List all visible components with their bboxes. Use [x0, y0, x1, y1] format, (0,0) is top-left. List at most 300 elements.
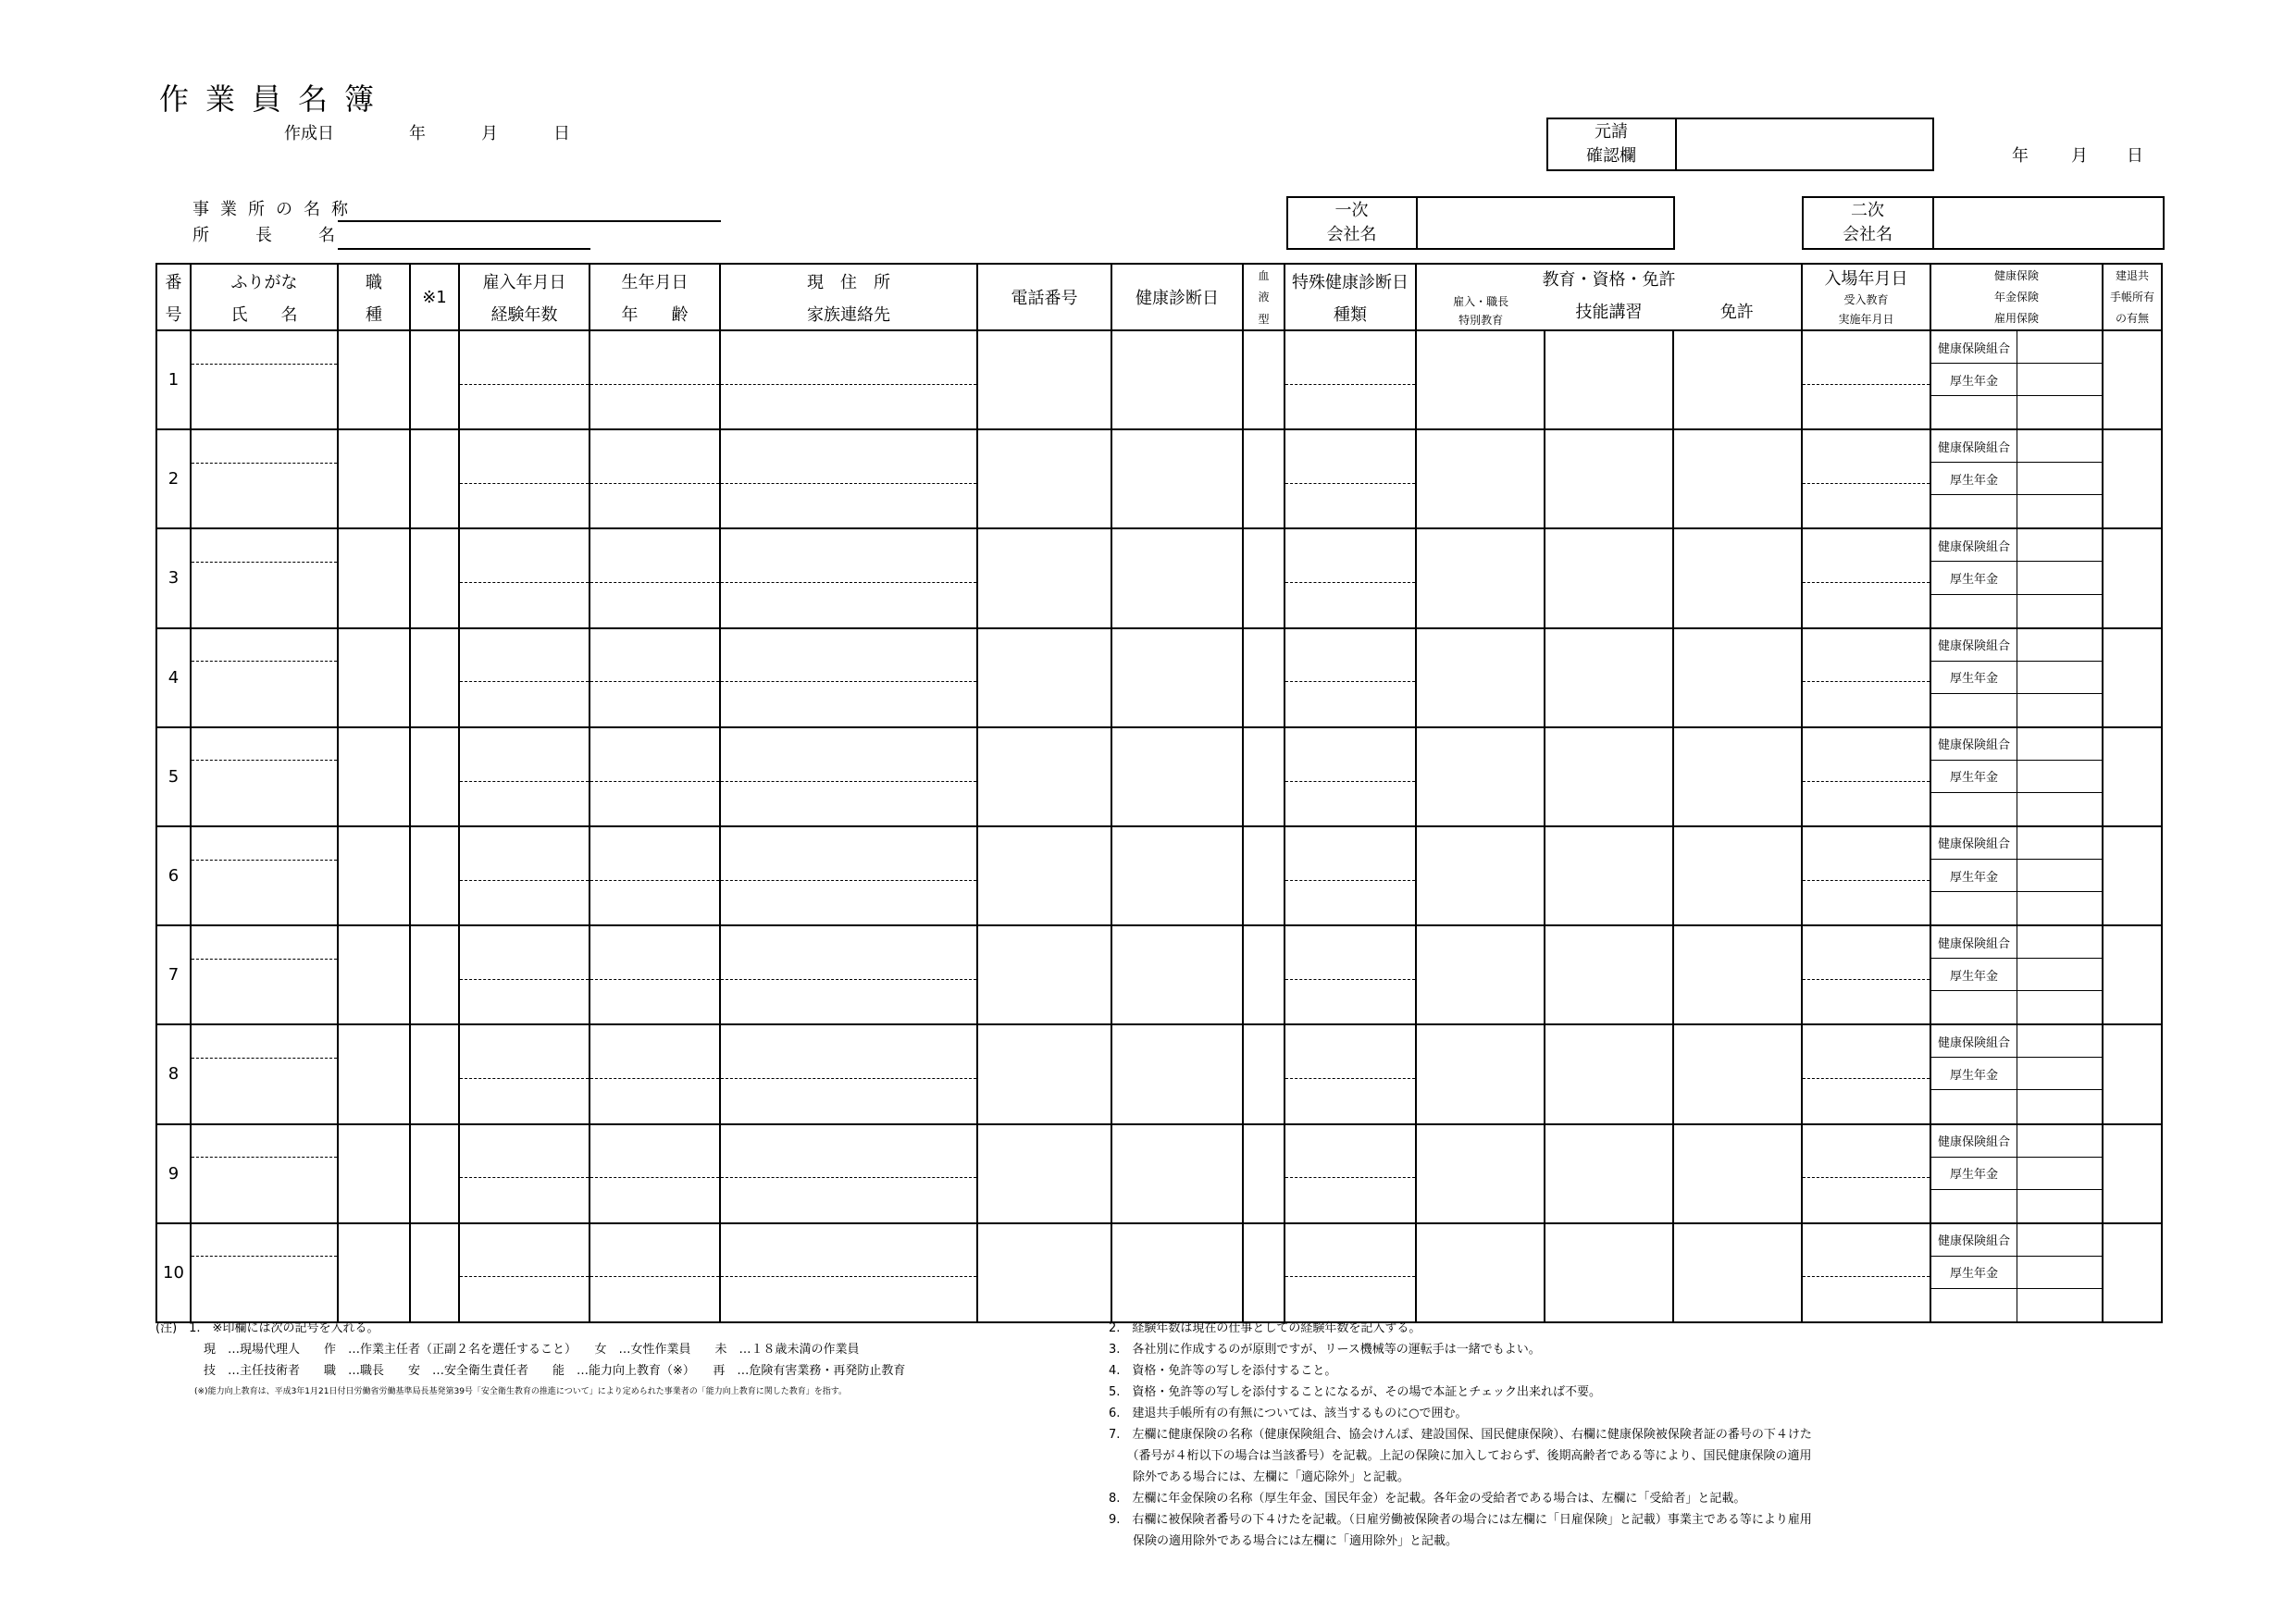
roster-cell-inner [460, 629, 589, 726]
roster-cell[interactable] [1416, 628, 1545, 727]
employment-insurance-label[interactable] [1931, 396, 2017, 428]
roster-cell[interactable] [191, 1223, 338, 1322]
roster-cell[interactable] [410, 528, 459, 627]
pension-label: 厚生年金 [1931, 860, 2017, 892]
insurance-cell[interactable] [1930, 826, 2103, 925]
roster-cell[interactable] [720, 628, 977, 727]
employment-insurance-number[interactable] [2017, 694, 2102, 726]
dotted-divider [192, 463, 337, 464]
roster-cell[interactable] [1802, 1024, 1930, 1123]
employment-insurance-label[interactable] [1931, 892, 2017, 924]
roster-cell[interactable] [338, 925, 410, 1024]
header-hire-date: 雇入年月日 [482, 272, 566, 292]
roster-cell[interactable] [720, 1223, 977, 1322]
dotted-divider [590, 781, 719, 782]
row-number: 10 [156, 1223, 191, 1322]
insurance-cell[interactable] [1930, 1124, 2103, 1223]
dotted-divider [460, 1177, 589, 1178]
roster-cell[interactable] [1545, 330, 1673, 429]
dotted-divider [1803, 681, 1930, 682]
health-insurance-number[interactable] [2017, 529, 2102, 562]
table-row [156, 429, 2162, 528]
office-name-field[interactable] [338, 196, 721, 222]
roster-cell[interactable] [977, 1124, 1111, 1223]
roster-cell[interactable] [338, 727, 410, 826]
roster-cell[interactable] [2103, 429, 2162, 528]
director-label-2: 長 [255, 226, 272, 245]
header-mark: ※1 [410, 264, 459, 330]
roster-cell-inner [460, 1224, 589, 1321]
roster-cell-inner [1803, 1025, 1930, 1122]
dotted-divider [460, 880, 589, 881]
roster-cell[interactable] [410, 1124, 459, 1223]
roster-cell[interactable] [1111, 628, 1243, 727]
dotted-divider [721, 1276, 976, 1277]
roster-cell[interactable] [191, 727, 338, 826]
health-insurance-number[interactable] [2017, 331, 2102, 364]
roster-cell[interactable] [338, 628, 410, 727]
roster-cell[interactable] [338, 528, 410, 627]
roster-cell[interactable] [1111, 1223, 1243, 1322]
header-job [338, 264, 410, 330]
dotted-divider [590, 681, 719, 682]
roster-cell[interactable] [1802, 925, 1930, 1024]
health-insurance-number[interactable] [2017, 728, 2102, 761]
employment-insurance-number[interactable] [2017, 396, 2102, 428]
dotted-divider [721, 681, 976, 682]
roster-cell[interactable] [1285, 826, 1416, 925]
roster-cell[interactable] [1545, 727, 1673, 826]
roster-cell-inner [192, 728, 337, 825]
roster-cell[interactable] [1285, 1024, 1416, 1123]
roster-cell[interactable] [410, 1223, 459, 1322]
roster-cell[interactable] [1802, 727, 1930, 826]
health-insurance-number[interactable] [2017, 1224, 2102, 1257]
secondary-company-label-2: 会社名 [1843, 225, 1893, 244]
insurance-cell[interactable] [1930, 429, 2103, 528]
roster-cell[interactable] [590, 1024, 720, 1123]
header-entry-date: 入場年月日 [1824, 268, 1908, 289]
roster-cell-inner [1803, 529, 1930, 626]
roster-cell[interactable] [1545, 925, 1673, 1024]
dotted-divider [1803, 384, 1930, 385]
roster-cell[interactable] [459, 330, 590, 429]
dotted-divider [460, 483, 589, 484]
roster-cell[interactable] [1802, 528, 1930, 627]
pension-number[interactable] [2017, 1158, 2102, 1190]
header-entry [1802, 264, 1930, 330]
roster-cell[interactable] [1545, 1223, 1673, 1322]
roster-cell[interactable] [1673, 1124, 1802, 1223]
roster-cell[interactable] [1243, 628, 1285, 727]
roster-cell[interactable] [1243, 727, 1285, 826]
roster-cell-inner [721, 529, 976, 626]
roster-cell[interactable] [1111, 1024, 1243, 1123]
header-hire [459, 264, 590, 330]
roster-cell[interactable] [1111, 1124, 1243, 1223]
roster-cell[interactable] [1545, 628, 1673, 727]
roster-cell[interactable] [459, 528, 590, 627]
roster-cell[interactable] [459, 826, 590, 925]
roster-cell[interactable] [1673, 330, 1802, 429]
health-insurance-number[interactable] [2017, 629, 2102, 662]
health-insurance-label: 健康保険組合 [1931, 529, 2017, 562]
roster-cell[interactable] [720, 925, 977, 1024]
secondary-company-field[interactable] [1934, 198, 2163, 248]
roster-cell[interactable] [720, 528, 977, 627]
roster-cell[interactable] [459, 628, 590, 727]
roster-cell[interactable] [1285, 727, 1416, 826]
roster-cell[interactable] [1416, 727, 1545, 826]
employment-insurance-number[interactable] [2017, 1190, 2102, 1222]
note-left-2: 現 …現場代理人 作 …作業主任者（正副２名を選任すること） 女 …女性作業員 未 …１８歳未満の作業員 [155, 1343, 860, 1357]
roster-cell[interactable] [1673, 826, 1802, 925]
roster-cell[interactable] [410, 727, 459, 826]
director-name-field[interactable] [338, 224, 590, 250]
roster-cell-inner [1285, 430, 1415, 527]
director-label-3: 名 [318, 226, 335, 245]
pension-label: 厚生年金 [1931, 463, 2017, 495]
pension-number[interactable] [2017, 364, 2102, 396]
employment-insurance-label[interactable] [1931, 1289, 2017, 1321]
roster-cell[interactable] [590, 429, 720, 528]
dotted-divider [590, 582, 719, 583]
header-edu-special-2: 特別教育 [1458, 314, 1504, 327]
roster-cell[interactable] [338, 1124, 410, 1223]
roster-cell[interactable] [1673, 1223, 1802, 1322]
roster-cell[interactable] [2103, 1223, 2162, 1322]
roster-cell[interactable] [191, 826, 338, 925]
roster-cell[interactable] [1545, 429, 1673, 528]
roster-cell[interactable] [977, 330, 1111, 429]
roster-cell-inner [1803, 827, 1930, 924]
roster-cell-inner [192, 430, 337, 527]
insurance-cell[interactable] [1930, 925, 2103, 1024]
note-right-7c: 除外である場合には、左欄に「適応除外」と記載。 [1109, 1470, 1410, 1484]
pension-label: 厚生年金 [1931, 761, 2017, 793]
dotted-divider [1285, 483, 1415, 484]
pension-number[interactable] [2017, 662, 2102, 694]
header-phone: 電話番号 [977, 264, 1111, 330]
dotted-divider [192, 562, 337, 563]
roster-cell[interactable] [590, 826, 720, 925]
employment-insurance-number[interactable] [2017, 1289, 2102, 1321]
employment-insurance-number[interactable] [2017, 1090, 2102, 1122]
header-education-label: 教育・資格・免許 [1542, 270, 1676, 290]
roster-cell[interactable] [191, 429, 338, 528]
dotted-divider [1803, 1078, 1930, 1079]
header-skill-training: 技能講習 [1575, 303, 1643, 322]
roster-cell[interactable] [191, 330, 338, 429]
roster-cell[interactable] [977, 727, 1111, 826]
roster-cell[interactable] [1673, 1024, 1802, 1123]
dotted-divider [1285, 979, 1415, 980]
roster-cell[interactable] [1285, 925, 1416, 1024]
roster-cell[interactable] [1416, 1124, 1545, 1223]
roster-cell[interactable] [1243, 1124, 1285, 1223]
roster-cell[interactable] [1545, 1124, 1673, 1223]
dotted-divider [460, 1276, 589, 1277]
roster-cell[interactable] [410, 1024, 459, 1123]
header-row [156, 264, 2162, 330]
pension-number[interactable] [2017, 1058, 2102, 1090]
employment-insurance-number[interactable] [2017, 793, 2102, 825]
roster-cell-inner [590, 331, 719, 428]
roster-cell[interactable] [191, 925, 338, 1024]
dotted-divider [460, 681, 589, 682]
roster-cell[interactable] [1673, 628, 1802, 727]
roster-cell[interactable] [1802, 1223, 1930, 1322]
roster-cell[interactable] [977, 528, 1111, 627]
insurance-cell[interactable] [1930, 1223, 2103, 1322]
roster-cell[interactable] [1243, 1024, 1285, 1123]
roster-cell-inner [721, 1025, 976, 1122]
roster-cell[interactable] [1802, 1124, 1930, 1223]
employment-insurance-label[interactable] [1931, 595, 2017, 627]
roster-cell[interactable] [1111, 727, 1243, 826]
roster-cell[interactable] [1111, 429, 1243, 528]
employment-insurance-label[interactable] [1931, 991, 2017, 1023]
roster-cell[interactable] [590, 628, 720, 727]
roster-cell[interactable] [1285, 429, 1416, 528]
health-insurance-number[interactable] [2017, 1025, 2102, 1058]
header-name [191, 264, 338, 330]
roster-cell[interactable] [1416, 1223, 1545, 1322]
roster-cell[interactable] [720, 727, 977, 826]
roster-cell[interactable] [720, 826, 977, 925]
insurance-cell[interactable] [1930, 330, 2103, 429]
employment-insurance-label[interactable] [1931, 1190, 2017, 1222]
roster-cell[interactable] [459, 429, 590, 528]
health-insurance-number[interactable] [2017, 430, 2102, 463]
row-number: 5 [156, 727, 191, 826]
pension-label: 厚生年金 [1931, 959, 2017, 991]
dotted-divider [590, 483, 719, 484]
roster-cell-inner [1803, 1125, 1930, 1222]
pension-number[interactable] [2017, 1257, 2102, 1289]
roster-cell[interactable] [977, 925, 1111, 1024]
row-number: 7 [156, 925, 191, 1024]
primary-company-field[interactable] [1418, 198, 1673, 248]
insurance-cell[interactable] [1930, 727, 2103, 826]
dotted-divider [1803, 1177, 1930, 1178]
roster-cell[interactable] [590, 330, 720, 429]
dotted-divider [460, 979, 589, 980]
roster-cell[interactable] [1243, 925, 1285, 1024]
roster-cell[interactable] [338, 826, 410, 925]
pension-number[interactable] [2017, 463, 2102, 495]
roster-cell[interactable] [338, 1024, 410, 1123]
roster-cell[interactable] [459, 1024, 590, 1123]
dotted-divider [721, 1177, 976, 1178]
roster-cell[interactable] [590, 528, 720, 627]
employment-insurance-number[interactable] [2017, 495, 2102, 527]
dotted-divider [192, 364, 337, 365]
insurance-cell[interactable] [1930, 1024, 2103, 1123]
roster-cell[interactable] [338, 330, 410, 429]
employment-insurance-number[interactable] [2017, 991, 2102, 1023]
health-insurance-label: 健康保険組合 [1931, 728, 2017, 761]
pension-number[interactable] [2017, 959, 2102, 991]
roster-cell[interactable] [1111, 330, 1243, 429]
roster-cell[interactable] [1416, 925, 1545, 1024]
roster-cell[interactable] [1545, 1024, 1673, 1123]
health-insurance-number[interactable] [2017, 926, 2102, 959]
roster-cell[interactable] [1673, 528, 1802, 627]
roster-cell[interactable] [2103, 826, 2162, 925]
employment-insurance-label[interactable] [1931, 793, 2017, 825]
roster-cell-inner [460, 1125, 589, 1222]
roster-cell[interactable] [2103, 1024, 2162, 1123]
created-month-label: 月 [481, 124, 498, 143]
pension-number[interactable] [2017, 761, 2102, 793]
roster-cell[interactable] [1802, 429, 1930, 528]
header-address [720, 264, 977, 330]
roster-cell-inner [192, 827, 337, 924]
roster-cell[interactable] [459, 1124, 590, 1223]
table-row [156, 330, 2162, 429]
employment-insurance-number[interactable] [2017, 595, 2102, 627]
roster-cell[interactable] [2103, 528, 2162, 627]
table-row [156, 1124, 2162, 1223]
roster-cell[interactable] [1673, 429, 1802, 528]
roster-cell[interactable] [590, 727, 720, 826]
roster-cell-inner [590, 629, 719, 726]
roster-cell[interactable] [720, 1124, 977, 1223]
roster-cell[interactable] [2103, 330, 2162, 429]
roster-cell[interactable] [410, 330, 459, 429]
health-insurance-number[interactable] [2017, 1125, 2102, 1158]
health-insurance-number[interactable] [2017, 827, 2102, 860]
employment-insurance-label[interactable] [1931, 1090, 2017, 1122]
dotted-divider [460, 384, 589, 385]
pension-label: 厚生年金 [1931, 1058, 2017, 1090]
roster-cell[interactable] [1111, 925, 1243, 1024]
roster-cell[interactable] [590, 1223, 720, 1322]
roster-cell-inner [460, 926, 589, 1023]
roster-cell[interactable] [1285, 1124, 1416, 1223]
roster-cell[interactable] [1545, 528, 1673, 627]
roster-cell[interactable] [410, 628, 459, 727]
header-kentai-3: の有無 [2115, 312, 2149, 326]
header-entry-edu-2: 実施年月日 [1838, 313, 1894, 327]
roster-cell[interactable] [1285, 628, 1416, 727]
roster-cell[interactable] [590, 925, 720, 1024]
roster-cell-inner [1285, 529, 1415, 626]
pension-label: 厚生年金 [1931, 662, 2017, 694]
insurance-cell[interactable] [1930, 528, 2103, 627]
document-title: 作業員名簿 [159, 81, 391, 117]
roster-cell[interactable] [1285, 528, 1416, 627]
roster-cell[interactable] [1111, 826, 1243, 925]
roster-cell[interactable] [1673, 727, 1802, 826]
pension-number[interactable] [2017, 562, 2102, 594]
roster-cell[interactable] [2103, 727, 2162, 826]
roster-cell[interactable] [1416, 429, 1545, 528]
roster-cell[interactable] [338, 1223, 410, 1322]
roster-cell[interactable] [1111, 528, 1243, 627]
created-day-label: 日 [553, 124, 570, 143]
roster-cell[interactable] [1416, 826, 1545, 925]
roster-cell-inner [1803, 629, 1930, 726]
dotted-divider [1285, 1078, 1415, 1079]
roster-cell-inner [460, 331, 589, 428]
roster-cell[interactable] [1243, 528, 1285, 627]
roster-cell[interactable] [590, 1124, 720, 1223]
roster-cell-inner [192, 926, 337, 1023]
note-right-5: 5. 資格・免許等の写しを添付することになるが、その場で本証とチェック出来れば不要。 [1109, 1385, 1602, 1399]
roster-cell[interactable] [1802, 330, 1930, 429]
roster-cell[interactable] [1545, 826, 1673, 925]
roster-cell[interactable] [1416, 330, 1545, 429]
note-left-1: (注) 1. ※印欄には次の記号を入れる。 [155, 1321, 379, 1335]
dotted-divider [1803, 1276, 1930, 1277]
header-ins-health: 健康保険 [1993, 268, 2039, 282]
row-number: 2 [156, 429, 191, 528]
roster-cell[interactable] [1802, 628, 1930, 727]
roster-cell[interactable] [2103, 925, 2162, 1024]
roster-cell[interactable] [410, 826, 459, 925]
roster-cell-inner [721, 728, 976, 825]
employment-insurance-label[interactable] [1931, 495, 2017, 527]
header-blood-type [1243, 264, 1285, 330]
roster-cell[interactable] [1243, 1223, 1285, 1322]
header-birth-date: 生年月日 [621, 272, 689, 292]
roster-cell[interactable] [1243, 826, 1285, 925]
roster-cell[interactable] [720, 429, 977, 528]
roster-cell[interactable] [2103, 1124, 2162, 1223]
roster-cell[interactable] [191, 528, 338, 627]
roster-cell[interactable] [1243, 429, 1285, 528]
header-job-bottom: 種 [366, 304, 382, 325]
roster-cell[interactable] [1416, 1024, 1545, 1123]
note-right-9b: 保険の適用除外である場合には左欄に「適用除外」と記載。 [1109, 1534, 1458, 1548]
roster-cell[interactable] [1285, 330, 1416, 429]
roster-cell[interactable] [1285, 1223, 1416, 1322]
roster-cell[interactable] [977, 628, 1111, 727]
pension-number[interactable] [2017, 860, 2102, 892]
roster-cell[interactable] [977, 1024, 1111, 1123]
roster-cell[interactable] [410, 925, 459, 1024]
roster-cell[interactable] [720, 330, 977, 429]
roster-cell-inner [721, 629, 976, 726]
employment-insurance-number[interactable] [2017, 892, 2102, 924]
roster-cell[interactable] [459, 1223, 590, 1322]
confirm-box-field[interactable] [1677, 119, 1932, 169]
header-number-bottom: 号 [165, 304, 182, 325]
roster-cell[interactable] [977, 1223, 1111, 1322]
roster-cell[interactable] [2103, 628, 2162, 727]
roster-cell[interactable] [191, 628, 338, 727]
roster-cell[interactable] [1673, 925, 1802, 1024]
insurance-cell[interactable] [1930, 628, 2103, 727]
roster-cell[interactable] [1416, 528, 1545, 627]
roster-cell[interactable] [1802, 826, 1930, 925]
roster-cell[interactable] [338, 429, 410, 528]
roster-cell[interactable] [191, 1124, 338, 1223]
roster-cell[interactable] [720, 1024, 977, 1123]
roster-cell[interactable] [1243, 330, 1285, 429]
roster-cell[interactable] [191, 1024, 338, 1123]
employment-insurance-label[interactable] [1931, 694, 2017, 726]
roster-cell[interactable] [410, 429, 459, 528]
roster-cell[interactable] [459, 727, 590, 826]
roster-cell[interactable] [459, 925, 590, 1024]
dotted-divider [460, 781, 589, 782]
roster-cell[interactable] [977, 429, 1111, 528]
header-special-health [1285, 264, 1416, 330]
roster-cell[interactable] [977, 826, 1111, 925]
